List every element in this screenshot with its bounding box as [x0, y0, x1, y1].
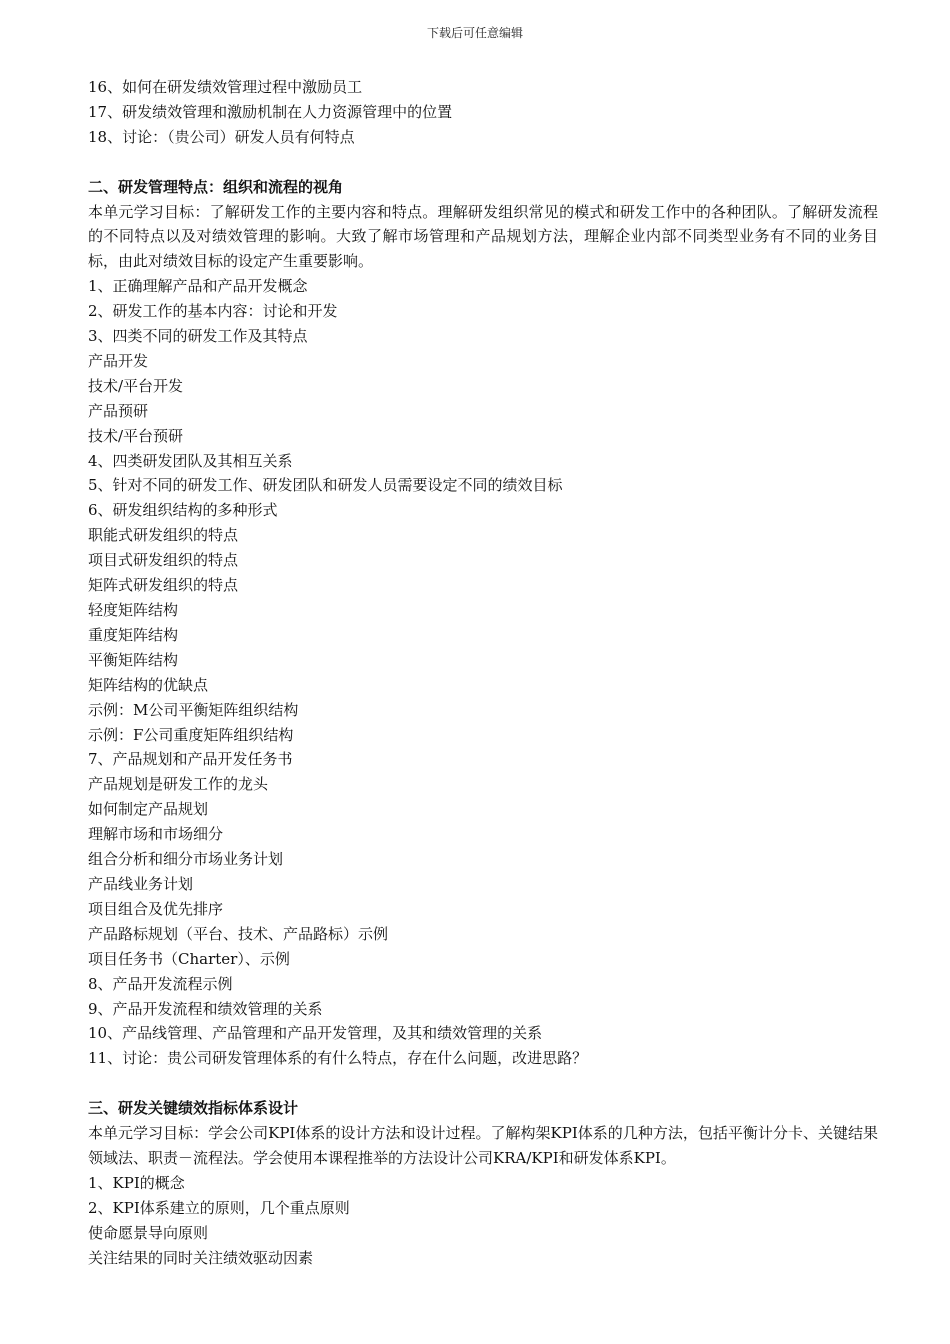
- list-item: 17、研发绩效管理和激励机制在人力资源管理中的位置: [88, 102, 453, 121]
- list-item: 示例：M公司平衡矩阵组织结构: [88, 700, 299, 719]
- section-heading: 三、研发关键绩效指标体系设计: [88, 1099, 299, 1118]
- list-item: 产品规划是研发工作的龙头: [88, 775, 269, 794]
- list-item: 使命愿景导向原则: [88, 1223, 209, 1242]
- list-item: 产品路标规划（平台、技术、产品路标）示例: [88, 924, 389, 943]
- list-item: 关注结果的同时关注绩效驱动因素: [88, 1248, 314, 1267]
- list-item: 4、四类研发团队及其相互关系: [88, 451, 293, 470]
- intro-list: [88, 75, 878, 150]
- list-item: 项目式研发组织的特点: [88, 551, 239, 570]
- section-objective: 本单元学习目标：了解研发工作的主要内容和特点。理解研发组织常见的模式和研发工作中的各种团队。了解研发流程的不同特点以及对绩效管理的影响。大致了解市场管理和产品规划方法，理解企业内部不同类型业务有不同的业务目标，由此对绩效目标的设定产生重要影响。: [88, 202, 878, 271]
- list-item: 平衡矩阵结构: [88, 650, 179, 669]
- section-2: [88, 175, 878, 1072]
- list-item: 6、研发组织结构的多种形式: [88, 501, 278, 520]
- list-item: 5、针对不同的研发工作、研发团队和研发人员需要设定不同的绩效目标: [88, 476, 563, 495]
- list-item: 理解市场和市场细分: [88, 825, 224, 844]
- list-item: 职能式研发组织的特点: [88, 526, 239, 545]
- list-item: 项目组合及优先排序: [88, 899, 224, 918]
- list-item: 18、讨论：（贵公司）研发人员有何特点: [88, 127, 355, 146]
- list-item: 重度矩阵结构: [88, 625, 179, 644]
- list-item: 示例：F公司重度矩阵组织结构: [88, 725, 294, 744]
- list-item: 如何制定产品规划: [88, 800, 209, 819]
- list-item: 8、产品开发流程示例: [88, 974, 233, 993]
- page-header: 下载后可任意编辑: [426, 26, 523, 40]
- list-item: 1、KPI的概念: [88, 1173, 185, 1192]
- section-spacer: [88, 150, 878, 175]
- list-item: 技术/平台预研: [88, 426, 184, 445]
- list-item: 组合分析和细分市场业务计划: [88, 850, 284, 869]
- list-item: 2、KPI体系建立的原则，几个重点原则: [88, 1198, 350, 1217]
- list-item: 产品线业务计划: [88, 874, 194, 893]
- section-3: [88, 1096, 878, 1270]
- list-item: 技术/平台开发: [88, 376, 184, 395]
- list-item: 产品开发: [88, 351, 149, 370]
- document-body: [88, 75, 878, 1270]
- list-item: 矩阵结构的优缺点: [88, 675, 209, 694]
- list-item: 3、四类不同的研发工作及其特点: [88, 327, 308, 346]
- list-item: 项目任务书（Charter）、示例: [88, 949, 290, 968]
- list-item: 矩阵式研发组织的特点: [88, 576, 239, 595]
- list-item: 1、正确理解产品和产品开发概念: [88, 277, 308, 296]
- section-3-list: [88, 1171, 878, 1271]
- list-item: 轻度矩阵结构: [88, 601, 179, 620]
- list-item: 9、产品开发流程和绩效管理的关系: [88, 999, 323, 1018]
- list-item: 16、如何在研发绩效管理过程中激励员工: [88, 78, 363, 96]
- section-heading: 二、研发管理特点：组织和流程的视角: [88, 177, 344, 196]
- section-objective: 本单元学习目标：学会公司KPI体系的设计方法和设计过程。了解构架KPI体系的几种方法，包括平衡计分卡、关键结果领域法、职责－流程法。学会使用本课程推举的方法设计公司KRA/KPI和研发体系KPI。: [88, 1124, 878, 1167]
- list-item: 7、产品规划和产品开发任务书: [88, 750, 293, 769]
- list-item: 产品预研: [88, 401, 149, 420]
- list-item: 2、研发工作的基本内容：讨论和开发: [88, 302, 338, 321]
- section-spacer: [88, 1071, 878, 1096]
- section-2-list: [88, 274, 878, 1071]
- list-item: 10、产品线管理、产品管理和产品开发管理，及其和绩效管理的关系: [88, 1024, 543, 1043]
- list-item: 11、讨论：贵公司研发管理体系的有什么特点，存在什么问题，改进思路？: [88, 1049, 588, 1068]
